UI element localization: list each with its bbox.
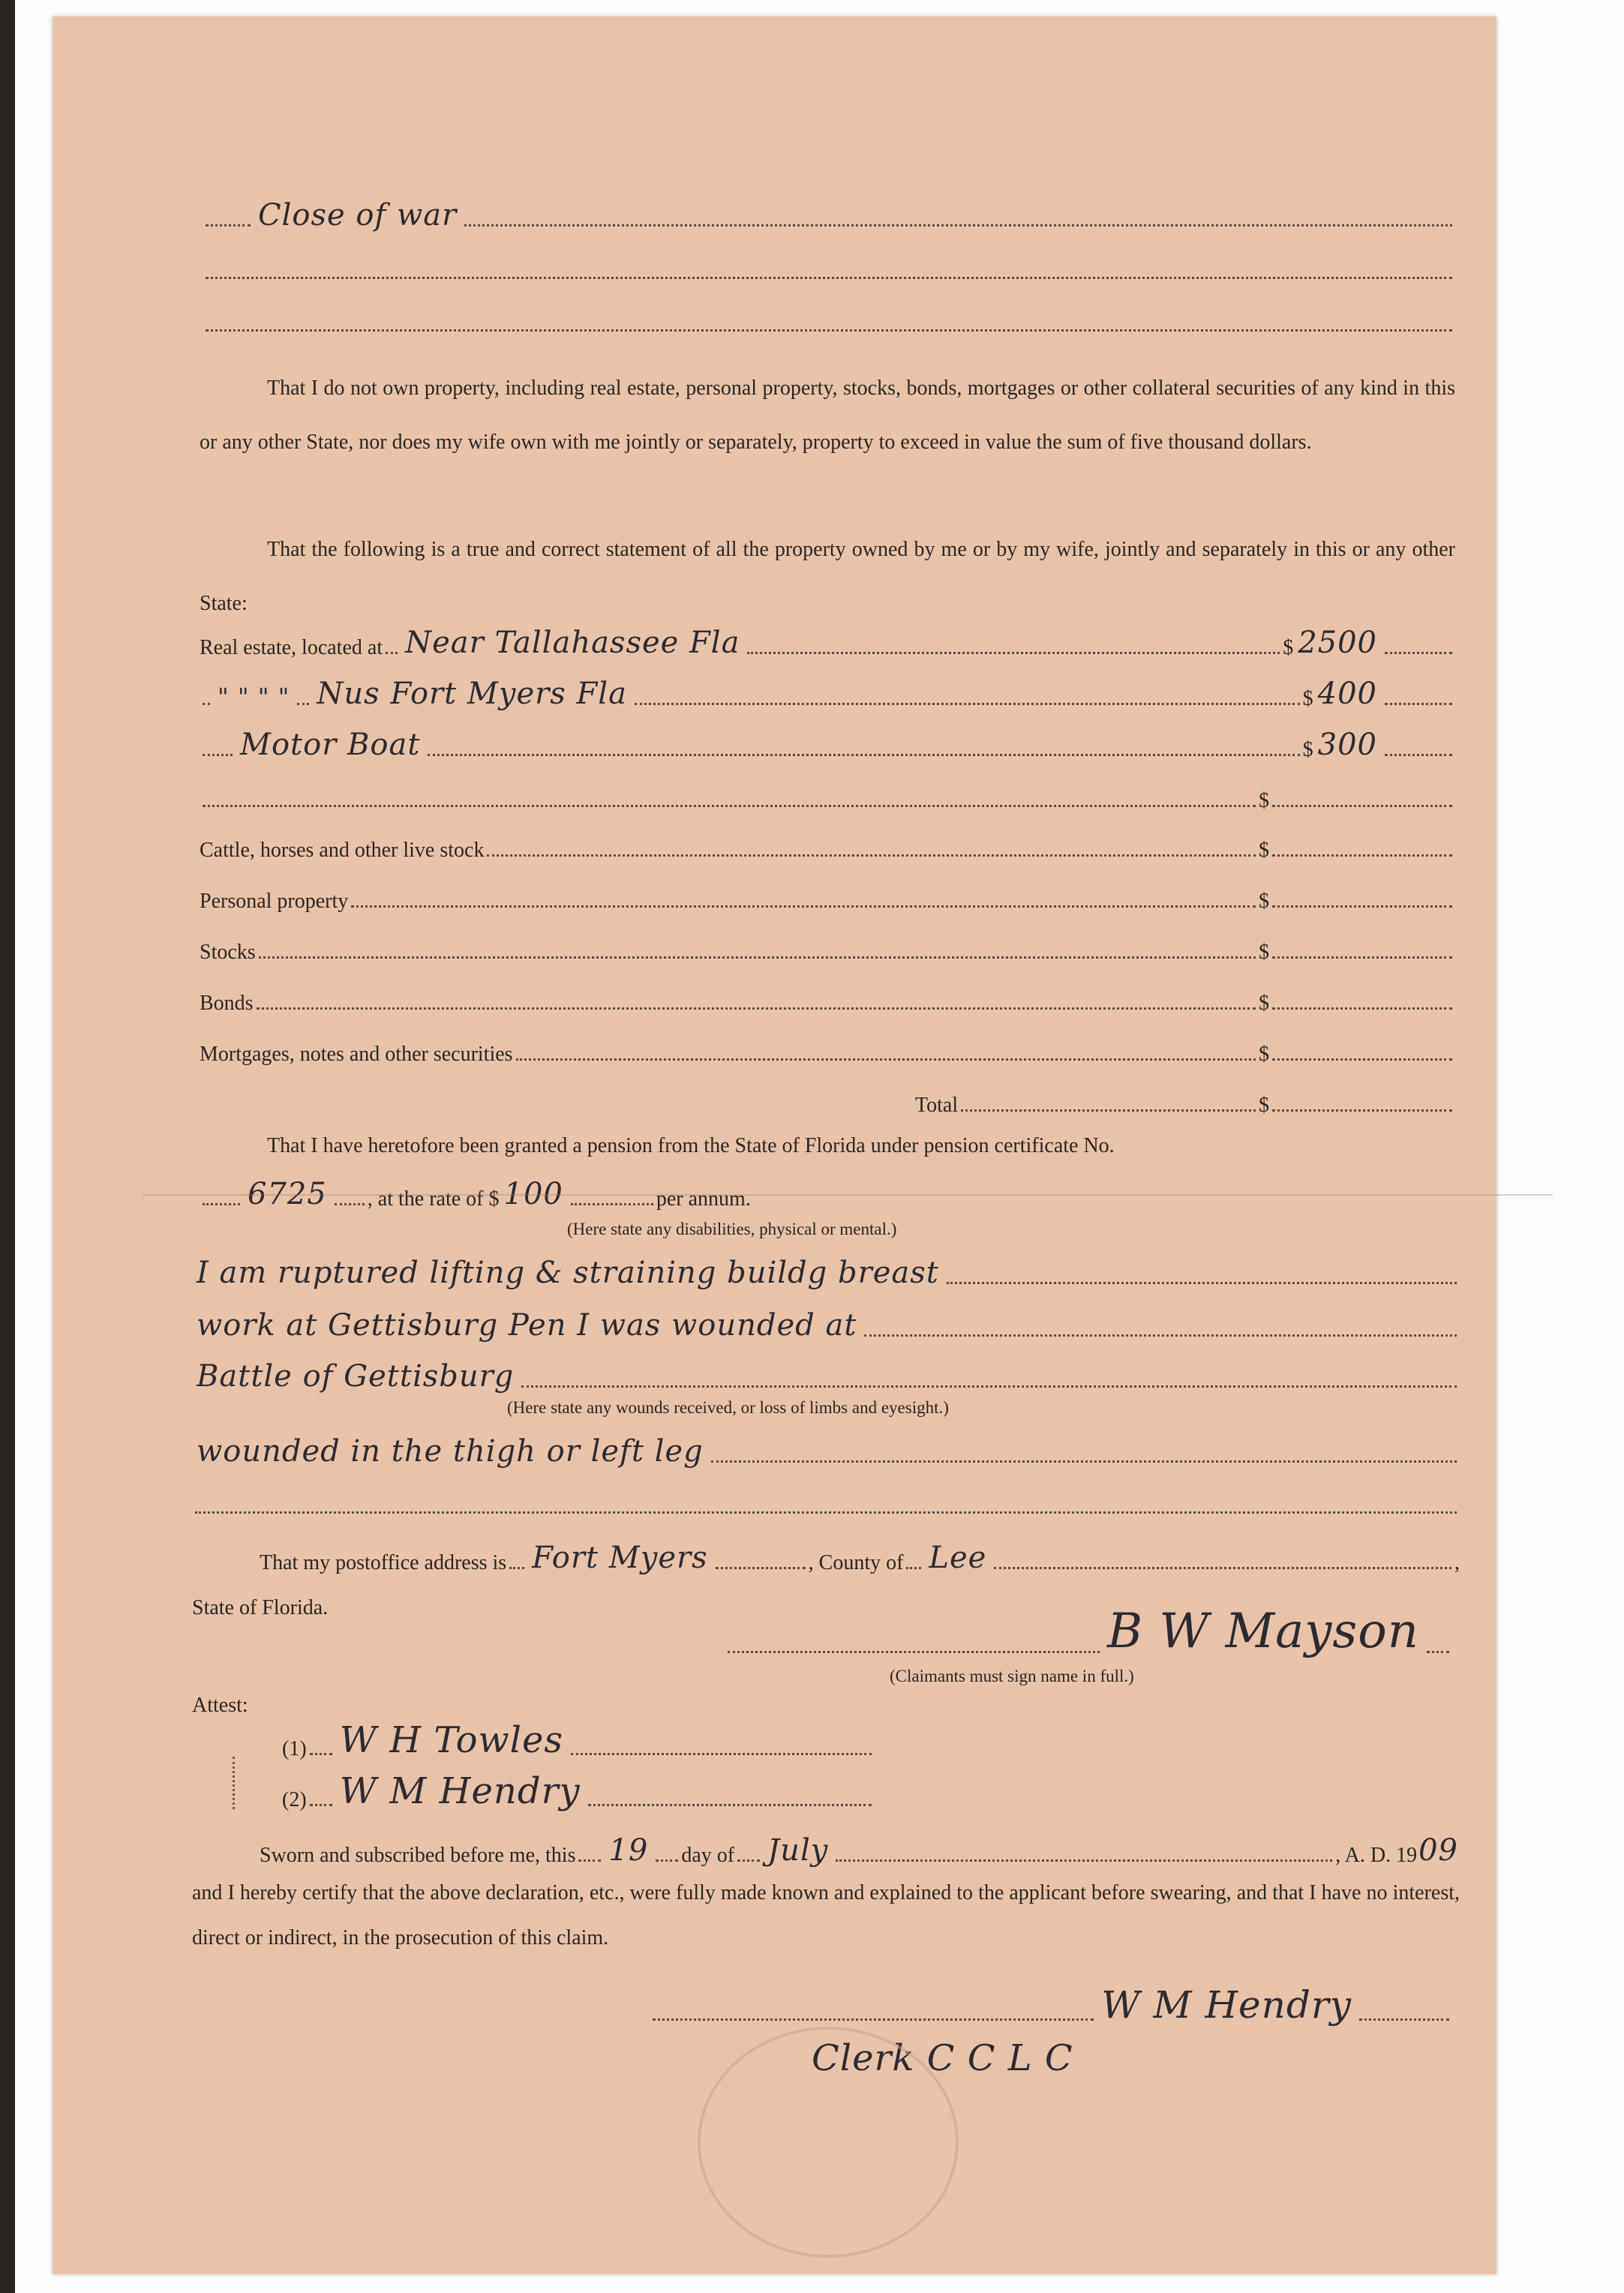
real-estate-2-value: 400 xyxy=(1317,677,1377,711)
day-of-text: day of xyxy=(681,1844,735,1867)
property-intro-paragraph: That I do not own property, including real estate, personal property, stocks, bonds, mortgages or other collateral securities of any kind in this or any other State, nor does my wife own with me jointly or separately, property to exceed in value the sum of five thousand dollars. xyxy=(200,377,1455,454)
extra-property-item: Motor Boat xyxy=(240,728,421,762)
state-label: State of Florida. xyxy=(192,1596,329,1619)
county-value: Lee xyxy=(929,1541,987,1575)
disabilities-text-1: I am ruptured lifting & straining buildg breast xyxy=(197,1256,939,1290)
total-row xyxy=(915,1074,1455,1118)
wounds-line-1 xyxy=(192,1425,1460,1469)
wounds-caption: (Here state any wounds received, or loss of limbs and eyesight.) xyxy=(507,1398,949,1417)
dollar-sign: $ xyxy=(1259,1043,1269,1066)
attest-witness-2 xyxy=(282,1763,875,1812)
sworn-row xyxy=(260,1824,1460,1868)
real-estate-1-location: Near Tallahassee Fla xyxy=(405,626,740,660)
pension-form-page xyxy=(53,17,1496,2274)
dollar-sign: $ xyxy=(1259,941,1269,964)
disabilities-line-3 xyxy=(192,1350,1460,1394)
stocks-label: Stocks xyxy=(200,941,256,964)
personal-property-label: Personal property xyxy=(200,890,349,913)
embossed-seal xyxy=(698,2027,959,2258)
witness-1-signature: W H Towles xyxy=(339,1719,564,1761)
official-signature-row xyxy=(650,1974,1452,2027)
bonds-row xyxy=(200,972,1455,1016)
county-label: , County of xyxy=(808,1551,904,1574)
claimant-signature-row xyxy=(725,1599,1452,1659)
dollar-sign: $ xyxy=(1259,890,1269,913)
disabilities-line-2 xyxy=(192,1299,1460,1343)
real-estate-row-1 xyxy=(200,617,1455,660)
disabilities-line-1 xyxy=(192,1247,1460,1290)
dollar-sign: $ xyxy=(1283,636,1294,659)
postoffice-value: Fort Myers xyxy=(532,1541,708,1575)
disabilities-text-2: work at Gettisburg Pen I was wounded at xyxy=(197,1308,857,1343)
scan-edge xyxy=(0,0,15,2293)
official-title: Clerk C C L C xyxy=(812,2037,1073,2079)
witness-2-signature: W M Hendry xyxy=(339,1770,581,1812)
dollar-sign: $ xyxy=(1259,1094,1269,1117)
pension-statement: That I have heretofore been granted a pension from the State of Florida under pension certificate No. xyxy=(267,1134,1115,1157)
postoffice-label: That my postoffice address is xyxy=(260,1551,507,1574)
pension-cert-number: 6725 xyxy=(248,1177,327,1211)
property-statement-paragraph: That the following is a true and correct statement of all the property owned by me or by my wife, jointly and separately in this or any other State: xyxy=(200,538,1455,615)
dollar-sign: $ xyxy=(1302,687,1313,710)
attest-number-1: (1) xyxy=(282,1737,307,1760)
dollar-sign: $ xyxy=(1259,839,1269,862)
claimant-signature: B W Mayson xyxy=(1107,1604,1419,1659)
extra-property-row xyxy=(200,719,1455,762)
cause-handwriting: Close of war xyxy=(258,198,458,233)
stocks-row xyxy=(200,921,1455,965)
cause-line-2 xyxy=(203,242,1455,285)
staple-marks xyxy=(233,1757,239,1809)
dollar-sign: $ xyxy=(1259,789,1269,812)
cattle-row xyxy=(200,819,1455,863)
disabilities-caption: (Here state any disabilities, physical or mental.) xyxy=(567,1220,897,1238)
wounds-line-2 xyxy=(192,1476,1460,1520)
official-signature: W M Hendry xyxy=(1101,1983,1352,2027)
blank-property-row xyxy=(200,770,1455,813)
cause-line-1 xyxy=(203,189,1455,233)
dollar-sign: $ xyxy=(1302,738,1313,761)
disabilities-text-3: Battle of Gettisburg xyxy=(197,1359,515,1394)
rate-text: , at the rate of $ xyxy=(367,1187,500,1211)
ditto-marks: " " " " xyxy=(218,683,290,711)
real-estate-label: Real estate, located at xyxy=(200,636,383,659)
real-estate-2-location: Nus Fort Myers Fla xyxy=(317,677,627,711)
real-estate-row-2 xyxy=(200,668,1455,711)
cattle-label: Cattle, horses and other live stock xyxy=(200,839,485,862)
attest-label: Attest: xyxy=(192,1694,248,1717)
total-label: Total xyxy=(915,1094,959,1117)
address-row: That my postoffice address is Fort Myers , County of Lee , xyxy=(260,1541,1460,1575)
extra-property-value: 300 xyxy=(1317,728,1377,762)
bonds-label: Bonds xyxy=(200,992,254,1015)
wounds-text: wounded in the thigh or left leg xyxy=(197,1434,704,1469)
mortgages-label: Mortgages, notes and other securities xyxy=(200,1043,513,1066)
attest-number-2: (2) xyxy=(282,1788,307,1811)
attest-witness-1 xyxy=(282,1712,875,1761)
claimant-caption: (Claimants must sign name in full.) xyxy=(890,1667,1134,1685)
pension-cert-row xyxy=(200,1168,950,1211)
mortgages-row xyxy=(200,1023,1455,1067)
personal-property-row xyxy=(200,870,1455,914)
ad-text: , A. D. 19 xyxy=(1335,1844,1418,1867)
pension-rate: 100 xyxy=(503,1177,563,1211)
sworn-text: Sworn and subscribed before me, this xyxy=(260,1844,576,1867)
real-estate-1-value: 2500 xyxy=(1298,626,1377,660)
cause-line-3 xyxy=(203,294,1455,338)
dollar-sign: $ xyxy=(1259,992,1269,1015)
sworn-day: 19 xyxy=(608,1833,649,1868)
sworn-month: July xyxy=(767,1833,829,1868)
per-annum-text: per annum. xyxy=(656,1187,751,1211)
paper-fold-line xyxy=(143,1194,1553,1196)
sworn-year: 09 xyxy=(1418,1833,1458,1868)
certify-paragraph: and I hereby certify that the above declaration, etc., were fully made known and explained to the applicant before swearing, and that I have no interest, direct or indirect, in the prosecution of this claim. xyxy=(192,1881,1460,1949)
